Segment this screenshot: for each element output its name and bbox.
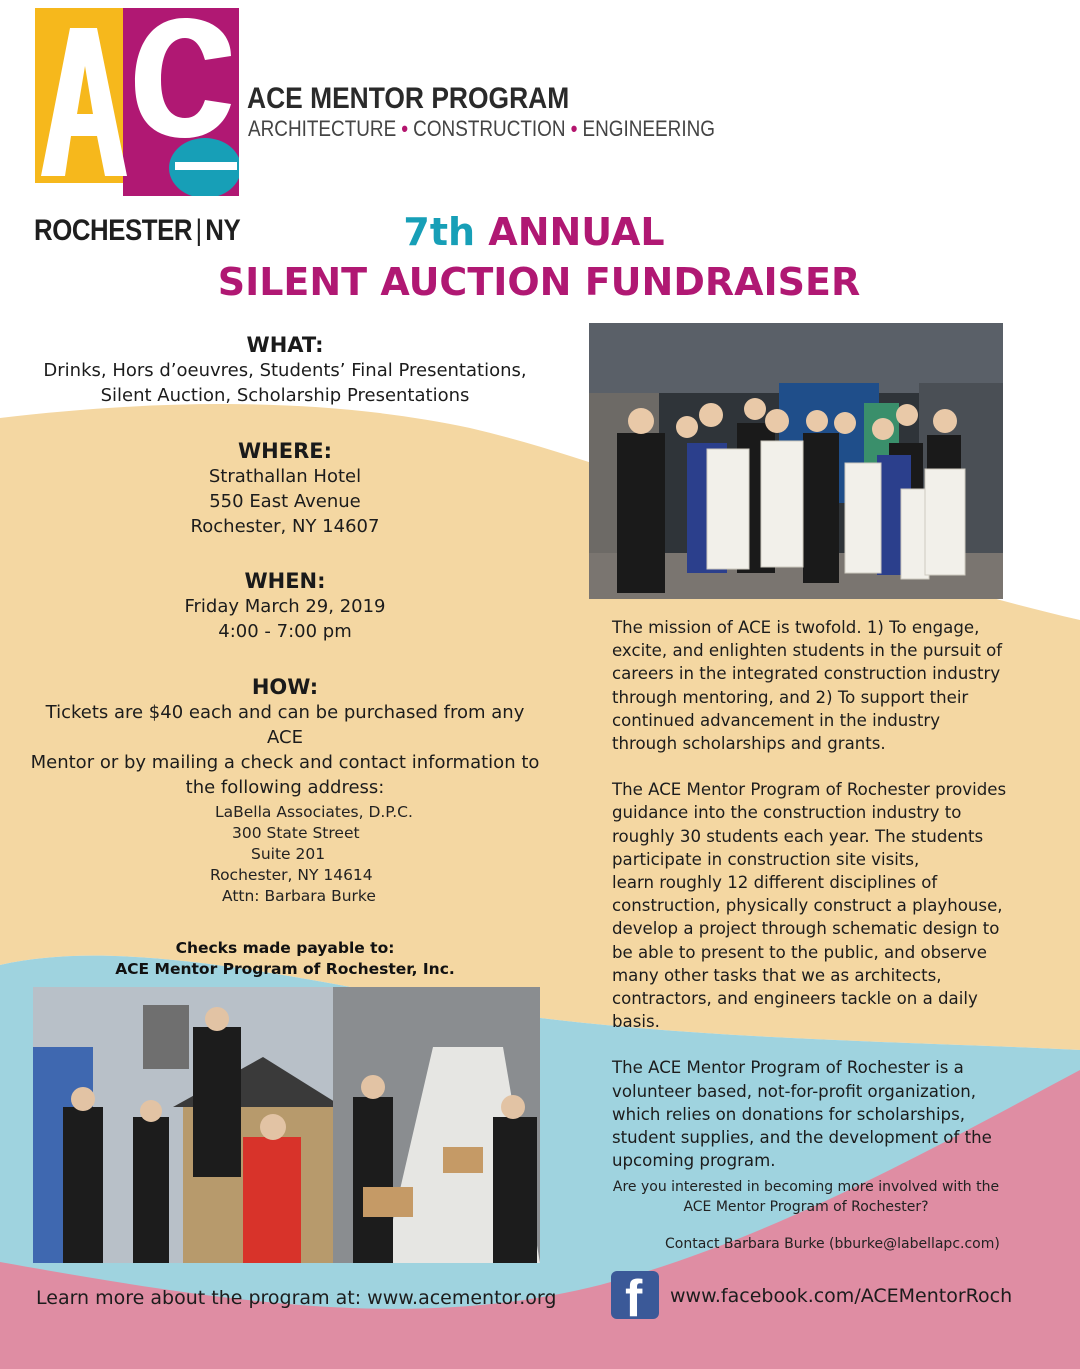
program-title: ACE MENTOR PROGRAM <box>247 82 570 115</box>
discipline-architecture: ARCHITECTURE <box>248 116 397 141</box>
mailing-address <box>150 802 430 907</box>
students-workshop-photo <box>33 987 540 1263</box>
mission-line: careers in the integrated construction industry <box>612 664 1001 684</box>
program-line: learn roughly 12 different disciplines of <box>612 873 938 893</box>
checks-payable <box>30 938 540 980</box>
headline-annual <box>0 210 1068 254</box>
nonprofit-line: student supplies, and the development of the <box>612 1128 992 1148</box>
when-heading: WHEN: <box>244 569 326 593</box>
mission-text <box>612 616 1022 1195</box>
nonprofit-line: upcoming program. <box>612 1151 776 1171</box>
mission-line: through mentoring, and 2) To support their <box>612 687 969 707</box>
how-heading: HOW: <box>251 675 319 699</box>
where-line: Rochester, NY 14607 <box>190 516 380 537</box>
program-disciplines: ARCHITECTURE • CONSTRUCTION • ENGINEERING <box>248 116 715 141</box>
discipline-construction: CONSTRUCTION <box>413 116 566 141</box>
what-line: Drinks, Hors d’oeuvres, Students’ Final Presentations, <box>43 360 527 381</box>
nonprofit-line: The ACE Mentor Program of Rochester is a <box>612 1058 964 1078</box>
facebook-icon-glyph: f <box>625 1270 643 1328</box>
involvement-question <box>600 1178 1012 1217</box>
city-name: ROCHESTER <box>34 214 193 247</box>
program-line: roughly 30 students each year. The students <box>612 826 984 846</box>
logo-text: ACE <box>79 158 82 159</box>
when-line: 4:00 - 7:00 pm <box>218 621 352 642</box>
discipline-engineering: ENGINEERING <box>582 116 715 141</box>
involvement-line: Are you interested in becoming more involved with the <box>612 1179 1000 1195</box>
address-line: Suite 201 <box>251 845 326 863</box>
location-label: ROCHESTER | NY <box>34 214 241 247</box>
headline-event: SILENT AUCTION FUNDRAISER <box>217 260 861 304</box>
how-section <box>30 674 540 800</box>
when-line: Friday March 29, 2019 <box>184 596 386 617</box>
contact-info: Contact Barbara Burke (bburke@labellapc.com) <box>665 1236 1000 1252</box>
where-line: Strathallan Hotel <box>208 466 362 487</box>
address-line: LaBella Associates, D.P.C. <box>215 803 413 821</box>
headline-number: 7th <box>403 210 476 254</box>
mission-line: The mission of ACE is twofold. 1) To engage, <box>612 618 980 637</box>
program-paragraph <box>612 778 1022 1033</box>
mission-line: through scholarships and grants. <box>612 734 886 754</box>
how-line: the following address: <box>185 777 385 798</box>
address-line: Rochester, NY 14614 <box>210 866 373 884</box>
where-heading: WHERE: <box>238 439 332 463</box>
address-line: 300 State Street <box>232 824 360 842</box>
mission-paragraph <box>612 616 1022 755</box>
program-line: participate in construction site visits, <box>612 849 920 869</box>
how-line: Tickets are $40 each and can be purchased from any ACE <box>45 702 525 748</box>
headline-annual-text: ANNUAL <box>488 210 665 254</box>
nonprofit-line: which relies on donations for scholarships, <box>612 1104 966 1124</box>
mission-line: continued advancement in the industry <box>612 710 941 730</box>
address-line: Attn: Barbara Burke <box>222 887 376 905</box>
checks-line: ACE Mentor Program of Rochester, Inc. <box>115 960 455 978</box>
program-line: be able to present to the public, and observe <box>612 942 987 962</box>
program-line: develop a project through schematic design to <box>612 919 1000 939</box>
how-line: Mentor or by mailing a check and contact information to <box>30 752 540 773</box>
program-line: many other tasks that we as architects, <box>612 965 942 985</box>
state-name: NY <box>205 214 241 247</box>
program-line: guidance into the construction industry to <box>612 803 962 823</box>
what-section <box>30 332 540 408</box>
facebook-icon[interactable] <box>611 1270 659 1328</box>
when-section <box>30 568 540 644</box>
mission-line: excite, and enlighten students in the pursuit of <box>612 641 1003 661</box>
what-line: Silent Auction, Scholarship Presentations <box>100 385 470 406</box>
program-line: contractors, and engineers tackle on a daily basis. <box>612 989 978 1032</box>
program-line: The ACE Mentor Program of Rochester provides <box>612 780 1007 800</box>
what-heading: WHAT: <box>246 333 324 357</box>
facebook-link[interactable]: www.facebook.com/ACEMentorRoch <box>670 1285 1013 1307</box>
learn-more-link[interactable]: Learn more about the program at: www.acementor.org <box>36 1287 557 1309</box>
involvement-line: ACE Mentor Program of Rochester? <box>683 1198 929 1215</box>
where-line: 550 East Avenue <box>209 491 361 512</box>
where-section <box>30 438 540 539</box>
checks-line: Checks made payable to: <box>175 939 395 957</box>
ace-logo <box>35 8 239 196</box>
scholarship-group-photo <box>589 323 1003 599</box>
program-line: construction, physically construct a playhouse, <box>612 896 1003 916</box>
nonprofit-line: volunteer based, not-for-profit organization, <box>612 1081 977 1101</box>
nonprofit-paragraph <box>612 1056 1022 1172</box>
